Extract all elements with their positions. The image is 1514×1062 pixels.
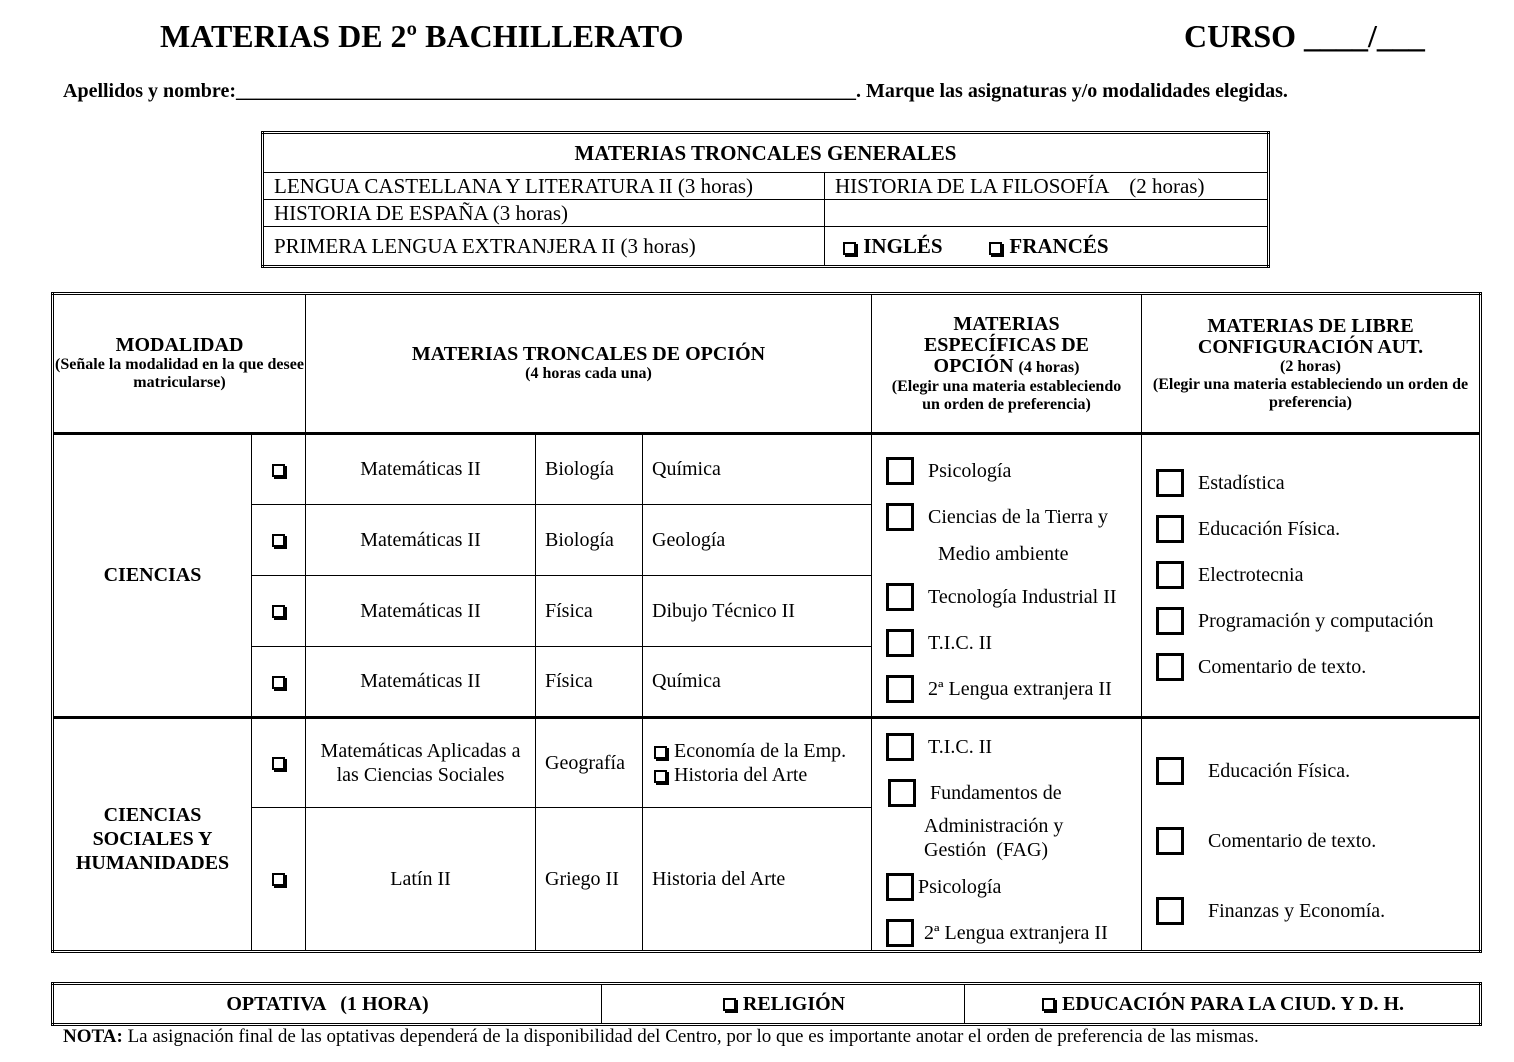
checkbox[interactable] <box>272 676 285 689</box>
table-cell: Matemáticas II <box>306 647 536 718</box>
checkbox[interactable] <box>1156 515 1184 543</box>
optativa-label: OPTATIVA (1 HORA) <box>53 984 602 1025</box>
optativa-table <box>51 982 1482 1026</box>
option-label: T.I.C. II <box>928 736 993 758</box>
option-label: RELIGIÓN <box>742 992 846 1015</box>
list-item[interactable] <box>886 457 1011 485</box>
checkbox[interactable] <box>654 746 667 759</box>
option-label: Educación Física. <box>1198 518 1341 540</box>
checkbox[interactable] <box>272 534 285 547</box>
option-label: 2ª Lengua extranjera II <box>928 678 1112 700</box>
option-label: Comentario de texto. <box>1198 656 1367 678</box>
checkbox[interactable] <box>272 757 285 770</box>
option-label: Programación y computación <box>1198 610 1434 632</box>
nota-text: La asignación final de las optativas dependerá de la disponibilidad del Centro, por lo que es importante anotar el orden de preferencia de las mismas. <box>122 1026 1259 1047</box>
ingles-checkbox[interactable] <box>843 242 856 255</box>
libre-title: MATERIAS DE LIBRE CONFIGURACIÓN AUT. <box>1197 314 1424 358</box>
option-label: Comentario de texto. <box>1208 830 1377 852</box>
checkbox[interactable] <box>886 733 914 761</box>
list-item[interactable] <box>1156 607 1434 635</box>
modalidades-table <box>51 292 1482 953</box>
page-title: MATERIAS DE 2º BACHILLERATO <box>160 18 684 54</box>
name-line[interactable] <box>63 80 1288 103</box>
ciencias-label: CIENCIAS <box>53 434 252 718</box>
checkbox[interactable] <box>654 770 667 783</box>
list-item[interactable] <box>886 733 992 761</box>
troncales-title: MATERIAS TRONCALES DE OPCIÓN <box>411 343 766 365</box>
checkbox[interactable] <box>1042 998 1055 1011</box>
checkbox[interactable] <box>886 583 914 611</box>
table-cell: Matemáticas II <box>306 576 536 647</box>
sociales-especificas <box>872 718 1142 952</box>
checkbox[interactable] <box>886 919 914 947</box>
list-item[interactable] <box>886 503 1108 531</box>
option-label: Fundamentos de <box>930 782 1062 804</box>
troncales-subtitle: (4 horas cada una) <box>525 365 652 382</box>
generales-title: MATERIAS TRONCALES GENERALES <box>263 133 1269 173</box>
table-cell: Química <box>643 647 872 718</box>
table-cell: Biología <box>536 434 643 505</box>
checkbox[interactable] <box>886 675 914 703</box>
option-label-cont: Administración y <box>924 815 1064 837</box>
option-label: Psicología <box>928 460 1012 482</box>
option-label: Historia del Arte <box>674 764 808 786</box>
lengua-castellana: LENGUA CASTELLANA Y LITERATURA II (3 horas) <box>263 173 825 200</box>
especificas-hours: (4 horas) <box>1018 358 1080 376</box>
table-cell <box>643 718 872 808</box>
list-item[interactable] <box>1156 515 1340 543</box>
libre-subtitle: (Elegir una materia estableciendo un orden de preferencia) <box>1152 375 1469 411</box>
ciencias-especificas <box>872 434 1142 718</box>
ciencias-libre <box>1142 434 1481 718</box>
option-label: 2ª Lengua extranjera II <box>924 922 1108 944</box>
checkbox[interactable] <box>886 629 914 657</box>
historia-filosofia: HISTORIA DE LA FILOSOFÍA (2 horas) <box>825 173 1269 200</box>
list-item[interactable] <box>1156 757 1350 785</box>
sociales-opcion-2[interactable] <box>252 808 306 952</box>
list-item[interactable] <box>1156 469 1285 497</box>
ciencias-opcion-4[interactable] <box>252 647 306 718</box>
libre-header <box>1142 294 1481 434</box>
empty-cell <box>825 200 1269 227</box>
checkbox[interactable] <box>1156 607 1184 635</box>
table-cell: Matemáticas II <box>306 505 536 576</box>
table-cell: Física <box>536 576 643 647</box>
option-label: Estadística <box>1198 472 1285 494</box>
list-item[interactable] <box>1156 897 1385 925</box>
checkbox[interactable] <box>886 503 914 531</box>
ciencias-opcion-2[interactable] <box>252 505 306 576</box>
checkbox[interactable] <box>723 998 736 1011</box>
table-cell: Geografía <box>536 718 643 808</box>
option-label: T.I.C. II <box>928 632 993 654</box>
list-item[interactable] <box>1156 653 1366 681</box>
checkbox[interactable] <box>1156 653 1184 681</box>
frances-checkbox[interactable] <box>989 242 1002 255</box>
idioma-options <box>825 227 1269 267</box>
checkbox[interactable] <box>1156 827 1184 855</box>
table-cell: Química <box>643 434 872 505</box>
sociales-libre <box>1142 718 1481 952</box>
option-label: Ciencias de la Tierra y <box>928 506 1108 528</box>
religion-option[interactable] <box>602 984 965 1025</box>
option-label: Finanzas y Economía. <box>1208 900 1386 922</box>
economia-option[interactable] <box>652 739 870 763</box>
instruction-text: . Marque las asignaturas y/o modalidades elegidas. <box>855 80 1288 102</box>
checkbox[interactable] <box>272 464 285 477</box>
lengua-extranjera: PRIMERA LENGUA EXTRANJERA II (3 horas) <box>263 227 825 267</box>
list-item[interactable] <box>886 919 1108 947</box>
troncales-header <box>306 294 872 434</box>
historia-arte-option[interactable] <box>652 763 870 787</box>
troncales-generales-table <box>261 131 1270 268</box>
name-label: Apellidos y nombre:______________________________________________________________ <box>63 80 856 102</box>
especificas-subtitle: (Elegir una materia estableciendo un orden de preferencia) <box>891 377 1122 413</box>
option-label: Psicología <box>918 876 1002 898</box>
checkbox[interactable] <box>886 873 914 901</box>
modalidad-subtitle: (Señale la modalidad en la que desee matricularse) <box>55 356 304 391</box>
option-label-cont: Medio ambiente <box>938 543 1069 565</box>
ciencias-opcion-3[interactable] <box>252 576 306 647</box>
table-cell: Griego II <box>536 808 643 952</box>
ingles-label: INGLÉS <box>863 234 943 258</box>
table-cell: Dibujo Técnico II <box>643 576 872 647</box>
sociales-opcion-1[interactable] <box>252 718 306 808</box>
table-cell: Matemáticas Aplicadas a las Ciencias Sociales <box>306 718 536 808</box>
checkbox[interactable] <box>272 873 285 886</box>
frances-label: FRANCÉS <box>1009 234 1109 258</box>
educacion-option[interactable] <box>965 984 1481 1025</box>
option-label: EDUCACIÓN PARA LA CIUD. Y D. H. <box>1061 992 1405 1015</box>
checkbox[interactable] <box>1156 757 1184 785</box>
modalidad-header <box>53 294 306 434</box>
checkbox[interactable] <box>886 457 914 485</box>
checkbox[interactable] <box>1156 897 1184 925</box>
libre-hours: (2 horas) <box>1280 357 1341 375</box>
checkbox[interactable] <box>1156 469 1184 497</box>
sociales-label: CIENCIAS SOCIALES Y HUMANIDADES <box>53 718 252 952</box>
table-cell: Historia del Arte <box>643 808 872 952</box>
ciencias-opcion-1[interactable] <box>252 434 306 505</box>
nota-label: NOTA: <box>63 1026 123 1047</box>
especificas-header <box>872 294 1142 434</box>
option-label: Educación Física. <box>1208 760 1351 782</box>
table-cell: Matemáticas II <box>306 434 536 505</box>
table-cell: Geología <box>643 505 872 576</box>
list-item[interactable] <box>886 873 1001 901</box>
option-label: Economía de la Emp. <box>674 740 847 762</box>
nota <box>63 1026 1259 1048</box>
historia-espana: HISTORIA DE ESPAÑA (3 horas) <box>263 200 825 227</box>
modalidad-title: MODALIDAD <box>115 334 244 356</box>
option-label: Tecnología Industrial II <box>928 586 1117 608</box>
checkbox[interactable] <box>1156 561 1184 589</box>
list-item[interactable] <box>1156 561 1304 589</box>
curso-field[interactable]: CURSO ____/___ <box>1184 18 1425 54</box>
checkbox[interactable] <box>272 605 285 618</box>
list-item[interactable] <box>886 675 1112 703</box>
option-label: Electrotecnia <box>1198 564 1304 586</box>
checkbox[interactable] <box>888 779 916 807</box>
list-item[interactable] <box>886 629 992 657</box>
table-cell: Biología <box>536 505 643 576</box>
option-label-cont: Gestión (FAG) <box>924 839 1049 861</box>
especificas-title: MATERIAS ESPECÍFICAS DE OPCIÓN <box>923 312 1090 377</box>
list-item[interactable] <box>886 583 1117 611</box>
list-item[interactable] <box>1156 827 1376 855</box>
table-cell: Física <box>536 647 643 718</box>
list-item[interactable] <box>888 779 1062 807</box>
table-cell: Latín II <box>306 808 536 952</box>
